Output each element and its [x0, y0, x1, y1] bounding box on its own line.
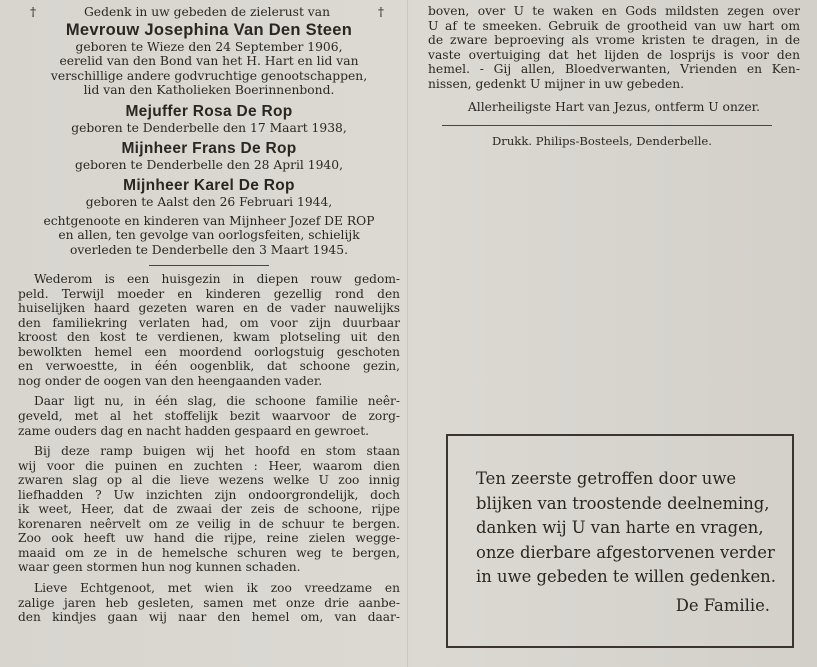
thanks-signature: De Familie. — [675, 596, 770, 615]
divider — [149, 265, 269, 266]
paragraph-line: nog onder de oogen van den heengaanden vader. — [18, 373, 323, 388]
closing-line: overleden te Denderbelle den 3 Maart 1945. — [69, 242, 348, 257]
paragraph-line: korenaren neêrvelt om ze veilig in de schuur te bergen. — [18, 516, 400, 531]
person-detail: geboren te Aalst den 26 Februari 1944, — [85, 195, 333, 210]
thanks-line: danken wij U van harte en vragen, — [476, 518, 764, 538]
person-detail: geboren te Wieze den 24 September 1906, — [75, 40, 343, 54]
cross-icon: † — [30, 5, 37, 19]
paragraph-line: huiselijken haard gezeten waren en de vader nauwelijks — [18, 301, 400, 316]
cross-icon: † — [377, 5, 384, 19]
paragraph-line: geveld, met al het stoffelijk bezit waarvoor de zorg- — [18, 408, 400, 423]
paragraph-line: waar geen stormen hun nog kunnen schaden. — [18, 560, 301, 575]
paragraph-line: den kindjes gaan wij naar den hemel om, van daar- — [18, 610, 400, 625]
paragraph-line: bewolkten hemel een moordend oorlogstuig geschoten — [18, 344, 400, 359]
person-detail: geboren te Denderbelle den 28 April 1940, — [75, 158, 343, 173]
closing-line: en allen, ten gevolge van oorlogsfeiten, schielijk — [58, 228, 360, 243]
right-panel — [428, 4, 800, 148]
paragraph-line: en verwoestte, in één oogenblik, dat schoone gezin, — [18, 359, 400, 374]
prayer-motto: Allerheiligste Hart van Jezus, ontferm U onzer. — [467, 100, 761, 114]
paragraph-line: vaste overtuiging dat het lijden de losprijs is voor den — [428, 47, 800, 62]
paragraph-line: boven, over U te waken en Gods mildsten zegen over — [428, 4, 800, 18]
person-name: Mijnheer Frans De Rop — [121, 140, 297, 158]
paragraph-line: de zware beproeving als vrome kristen te dragen, in de — [428, 33, 800, 47]
paragraph-line: kroost den kost te verdienen, kwam plotseling uit den — [18, 330, 400, 345]
paragraph-line: nissen, gedenkt U mijner in uw gebeden. — [428, 76, 685, 91]
paragraph-line: wij voor die puinen en zuchten : Heer, waarom dien — [18, 458, 400, 473]
paragraph — [18, 581, 400, 625]
paragraph-line: zalige jaren heb gesleten, samen met onze drie aanbe- — [18, 595, 400, 610]
thanks-line: blijken van troostende deelneming, — [476, 493, 770, 513]
person-detail: eerelid van den Bond van het H. Hart en lid van — [59, 54, 359, 69]
person-name: Mijnheer Karel De Rop — [123, 177, 295, 195]
left-panel — [18, 4, 400, 625]
printer-credit: Drukk. Philips-Bosteels, Denderbelle. — [492, 134, 712, 148]
thanks-line: Ten zeerste getroffen door uwe — [476, 469, 737, 488]
thanks-line: onze dierbare afgestorvenen verder — [476, 542, 775, 562]
continuation-text — [428, 4, 800, 91]
closing-line: echtgenoote en kinderen van Mijnheer Jozef DE ROP — [43, 213, 375, 228]
paragraph-line: zame ouders dag en nacht hadden gespaard en gewroet. — [18, 423, 370, 438]
paragraph-line: maaid om ze in de hemelsche schuren weg te bergen, — [18, 545, 400, 560]
thanks-text — [476, 467, 776, 590]
paragraph-line: den familiekring verlaten had, om voor zijn duurbaar — [18, 315, 400, 330]
paragraph-line: Bij deze ramp buigen wij het hoofd en stom staan — [34, 444, 400, 459]
person-name: Mejuffer Rosa De Rop — [125, 102, 293, 120]
intro-line — [18, 4, 400, 20]
thanks-line: in uwe gebeden te willen gedenken. — [476, 567, 776, 587]
card-fold — [407, 0, 409, 667]
paragraph-line: peld. Terwijl moeder en kinderen gezellig rond den — [18, 286, 400, 301]
paragraph-line: zwaren slag op al die lieve wezens welke U zoo innig — [18, 473, 400, 488]
divider — [442, 125, 772, 126]
paragraph-line: Wederom is een huisgezin in diepen rouw gedom- — [34, 272, 400, 287]
person-detail: verschillige andere godvruchtige genootschappen, — [50, 68, 368, 83]
paragraph-line: Daar ligt nu, in één slag, die schoone familie neêr- — [34, 394, 400, 409]
paragraph-line: hemel. - Gij allen, Bloedverwanten, Vrienden en Ken- — [428, 62, 800, 76]
paragraph — [18, 444, 400, 575]
paragraph-line: Lieve Echtgenoot, met wien ik zoo vreedzame en — [34, 581, 400, 595]
person-detail: geboren te Denderbelle den 17 Maart 1938, — [71, 120, 347, 135]
paragraph — [18, 272, 400, 388]
intro-text: Gedenk in uw gebeden de zielerust van — [83, 5, 331, 19]
paragraph-line: ik weet, Heer, dat de zwaai der zeis de schoone, rijpe — [18, 502, 400, 517]
paragraph-line: Zoo ook heeft uw hand die rijpe, reine zielen wegge- — [18, 531, 400, 546]
paragraph-line: U af te smeeken. Gebruik de grootheid van uw hart om — [428, 18, 800, 33]
paragraph-line: liefhadden ? Uw inzichten zijn ondoorgrondelijk, doch — [18, 487, 400, 502]
paragraph — [18, 394, 400, 438]
person-name: Mevrouw Josephina Van Den Steen — [65, 21, 353, 39]
person-detail: lid van den Katholieken Boerinnenbond. — [83, 83, 335, 98]
thanks-box — [446, 434, 794, 648]
